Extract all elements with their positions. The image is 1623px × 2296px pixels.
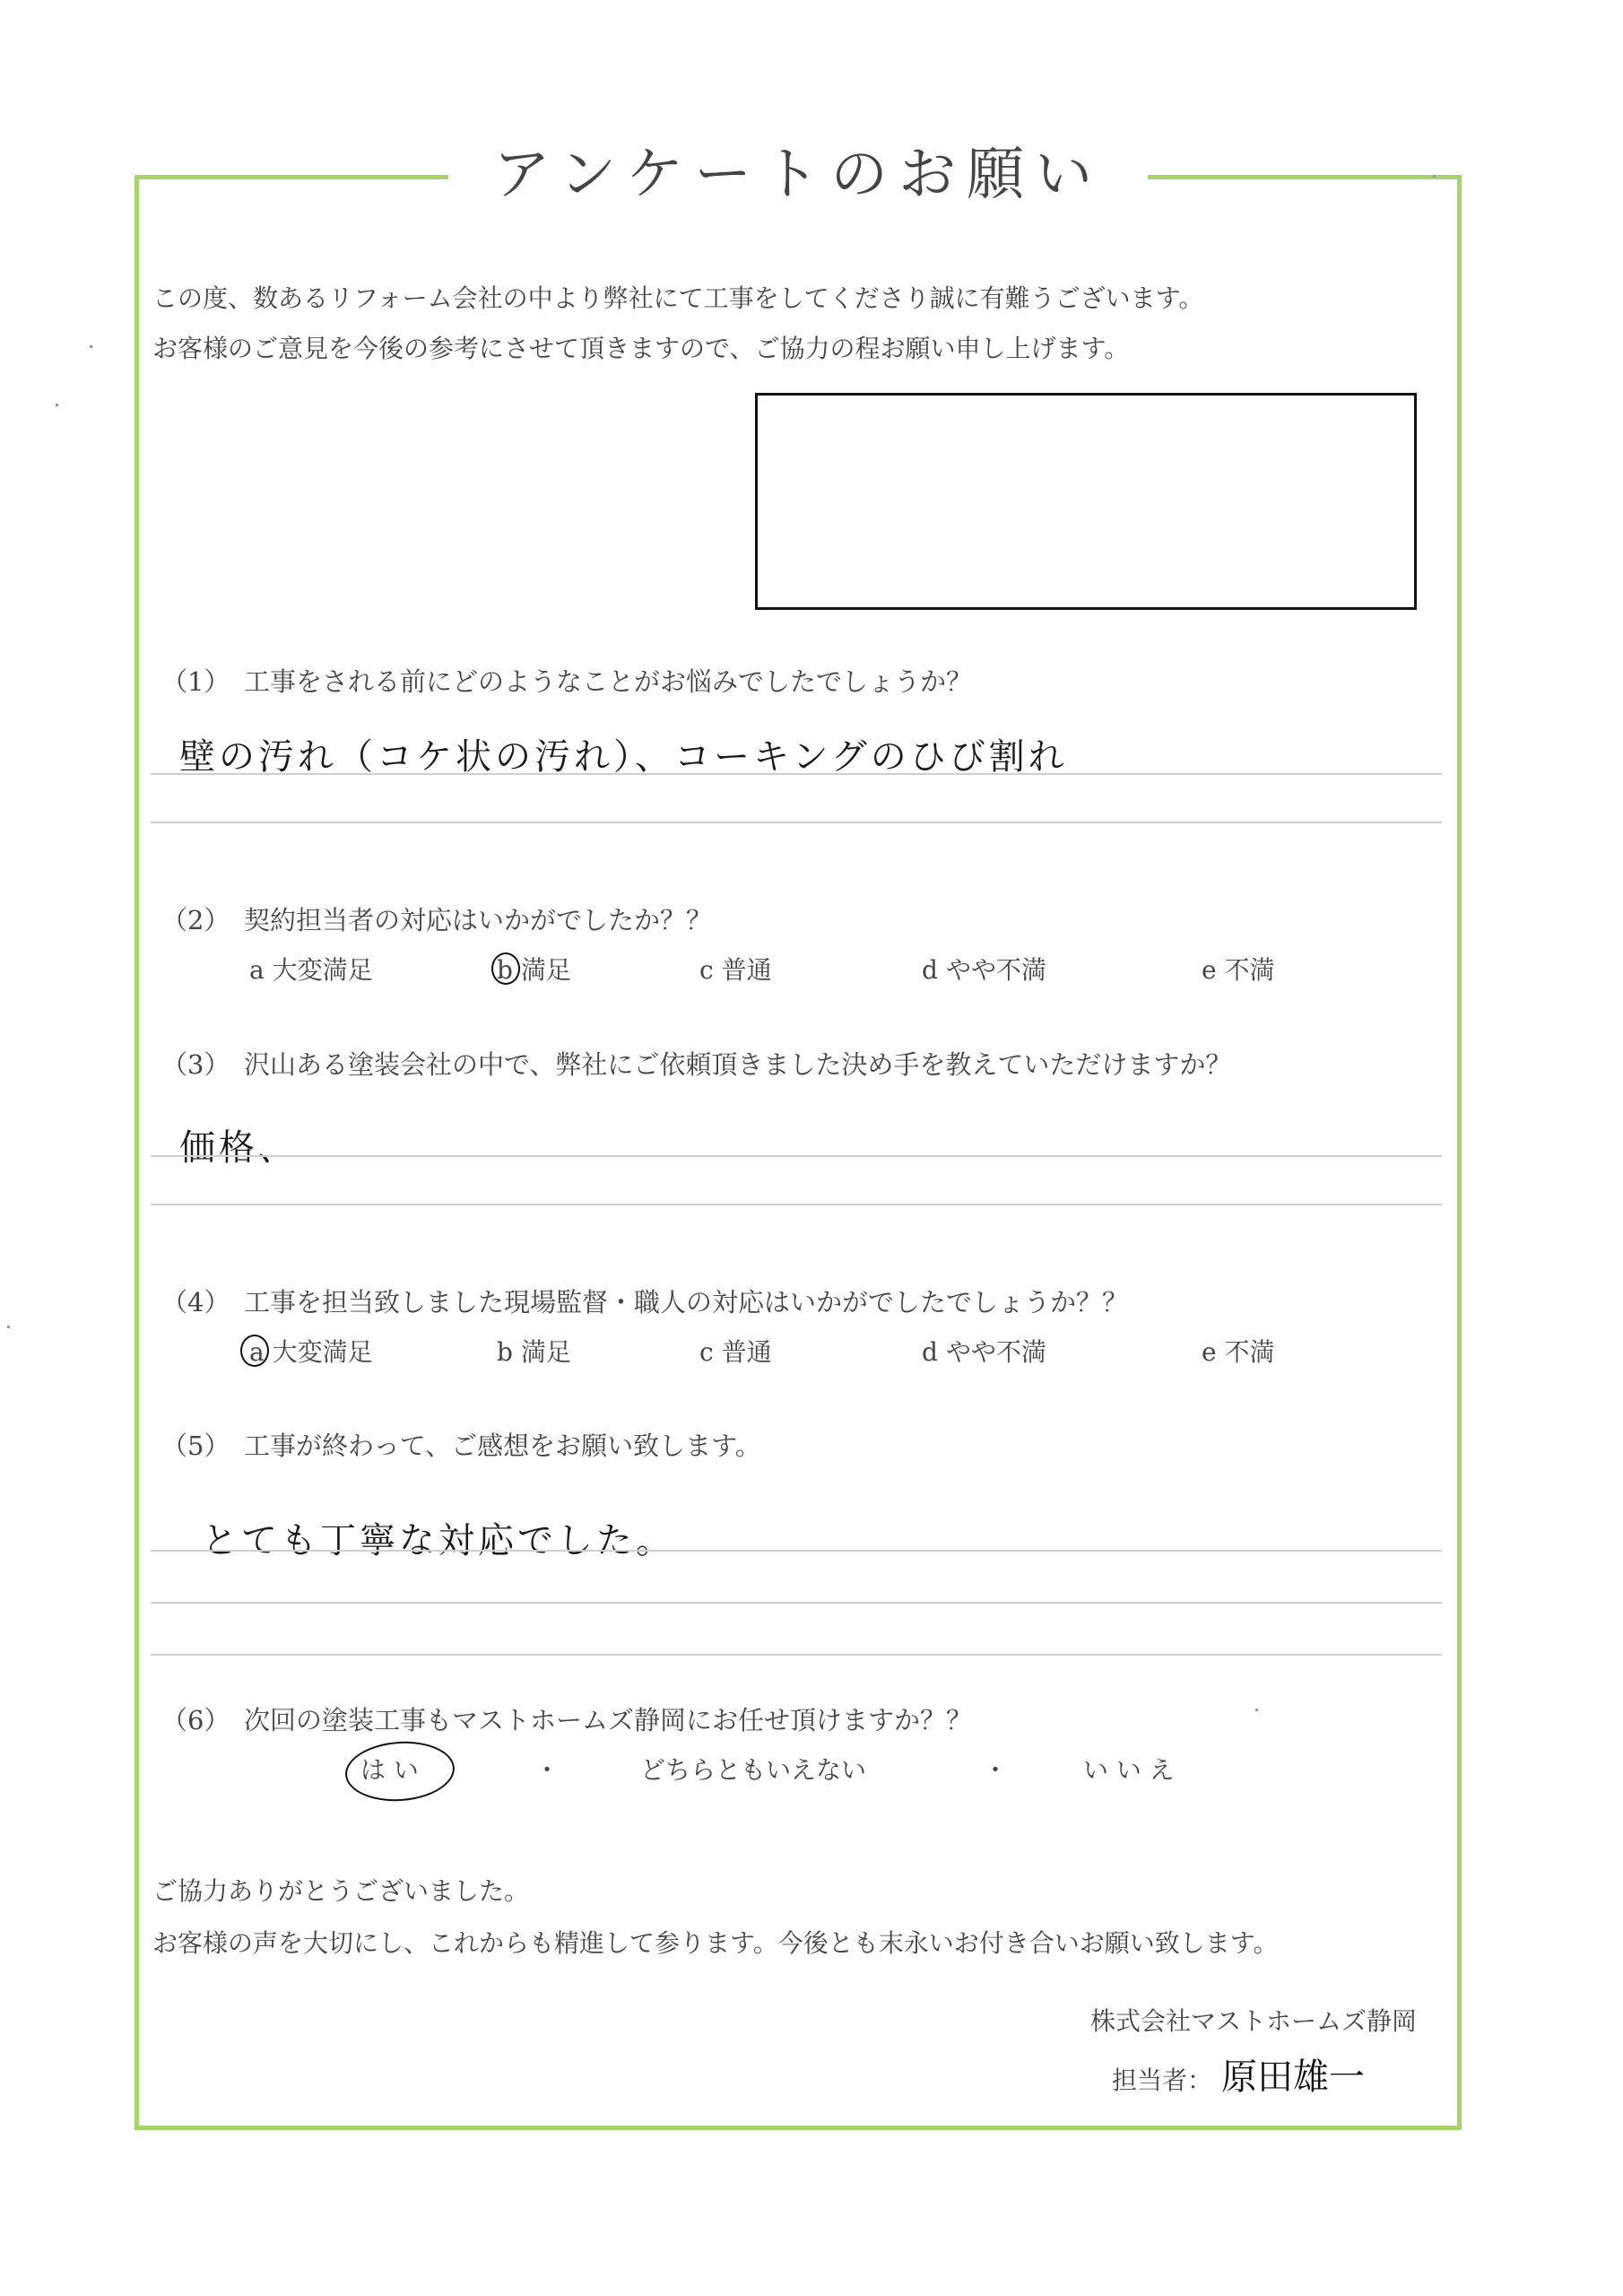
question-1-text: 工事をされる前にどのようなことがお悩みでしたでしょうか？ bbox=[244, 666, 973, 697]
customer-name-box-redacted bbox=[755, 393, 1417, 610]
question-2-number: （2） bbox=[161, 905, 230, 935]
intro-line-1: この度、数あるリフォーム会社の中より弊社にて工事をしてくださり誠に有難うございます。 bbox=[152, 283, 1204, 313]
question-4 bbox=[161, 1283, 1128, 1319]
rep-name-handwritten: 原田雄一 bbox=[1221, 2057, 1366, 2098]
q2-option-a[interactable]: a 大変満足 bbox=[249, 955, 373, 985]
scan-speck bbox=[1255, 1709, 1258, 1711]
intro-line-2: お客様のご意見を今後の参考にさせて頂きますので、ご協力の程お願い申し上げます。 bbox=[152, 334, 1130, 363]
answer-line bbox=[151, 822, 1442, 823]
question-4-number: （4） bbox=[161, 1287, 230, 1318]
q2-option-b[interactable]: b 満足 bbox=[497, 955, 571, 985]
answer-line bbox=[151, 1602, 1442, 1604]
scan-speck bbox=[1433, 175, 1436, 178]
representative bbox=[1112, 2048, 1365, 2100]
q6-option-no[interactable]: い い え bbox=[1083, 1755, 1175, 1785]
q4-selected-circle bbox=[240, 1335, 269, 1367]
answer-3-handwritten: 価格、 bbox=[179, 1127, 298, 1169]
answer-5-handwritten: とても丁寧な対応でした。 bbox=[202, 1520, 675, 1561]
question-6 bbox=[161, 1700, 972, 1737]
answer-line bbox=[151, 1654, 1442, 1656]
q2-option-c[interactable]: c 普通 bbox=[699, 955, 772, 985]
q2-option-e[interactable]: e 不満 bbox=[1202, 955, 1275, 985]
question-5-text: 工事が終わって、ご感想をお願い致します。 bbox=[244, 1431, 761, 1461]
question-5-number: （5） bbox=[161, 1431, 230, 1461]
scan-speck bbox=[56, 404, 58, 406]
q6-option-yes[interactable]: は い bbox=[360, 1755, 419, 1785]
question-6-text: 次回の塗装工事もマストホームズ静岡にお任せ頂けますか？？ bbox=[244, 1705, 973, 1735]
q2-selected-circle bbox=[491, 952, 520, 985]
answer-1-handwritten: 壁の汚れ（コケ状の汚れ）、コーキングのひび割れ bbox=[179, 736, 1068, 778]
q4-option-a[interactable]: a 大変満足 bbox=[249, 1337, 373, 1367]
question-3-text: 沢山ある塗装会社の中で、弊社にご依頼頂きました決め手を教えていただけますか？ bbox=[244, 1049, 1232, 1080]
scan-speck bbox=[7, 1326, 10, 1328]
q4-option-c[interactable]: c 普通 bbox=[699, 1337, 772, 1367]
company-name: 株式会社マストホームズ静岡 bbox=[1089, 2006, 1417, 2036]
q2-option-d[interactable]: d やや不満 bbox=[922, 955, 1046, 985]
intro-text bbox=[152, 274, 1203, 374]
question-6-number: （6） bbox=[161, 1705, 230, 1735]
answer-line bbox=[151, 1155, 1442, 1157]
answer-line bbox=[151, 773, 1442, 775]
answer-line bbox=[151, 1550, 1442, 1552]
closing-line-2: お客様の声を大切にし、これからも精進して参ります。今後とも末永いお付き合いお願い致します。 bbox=[152, 1928, 1279, 1958]
question-2 bbox=[161, 900, 712, 937]
page-title: アンケートのお願い bbox=[492, 142, 1104, 208]
q4-option-d[interactable]: d やや不満 bbox=[922, 1337, 1046, 1367]
rep-label: 担当者： bbox=[1112, 2066, 1213, 2095]
question-2-options bbox=[0, 951, 1623, 987]
question-3 bbox=[161, 1045, 1231, 1082]
question-2-text: 契約担当者の対応はいかがでしたか？？ bbox=[244, 905, 713, 935]
q6-option-neutral[interactable]: どちらともいえない bbox=[640, 1755, 867, 1785]
question-3-number: （3） bbox=[161, 1049, 230, 1080]
q6-separator: ・ bbox=[534, 1755, 560, 1785]
q4-option-b[interactable]: b 満足 bbox=[497, 1337, 571, 1367]
scan-speck bbox=[90, 345, 92, 348]
question-1 bbox=[161, 662, 972, 699]
question-5 bbox=[161, 1426, 761, 1463]
closing-line-1: ご協力ありがとうございました。 bbox=[152, 1876, 530, 1906]
q6-separator: ・ bbox=[983, 1755, 1009, 1785]
q4-option-e[interactable]: e 不満 bbox=[1202, 1337, 1275, 1367]
closing-text bbox=[152, 1866, 1279, 1970]
question-1-number: （1） bbox=[161, 666, 230, 697]
answer-line bbox=[151, 1204, 1442, 1205]
question-6-options bbox=[0, 1751, 1623, 1787]
title-wrap bbox=[448, 135, 1148, 215]
question-4-text: 工事を担当致しました現場監督・職人の対応はいかがでしたでしょうか？？ bbox=[244, 1287, 1129, 1318]
